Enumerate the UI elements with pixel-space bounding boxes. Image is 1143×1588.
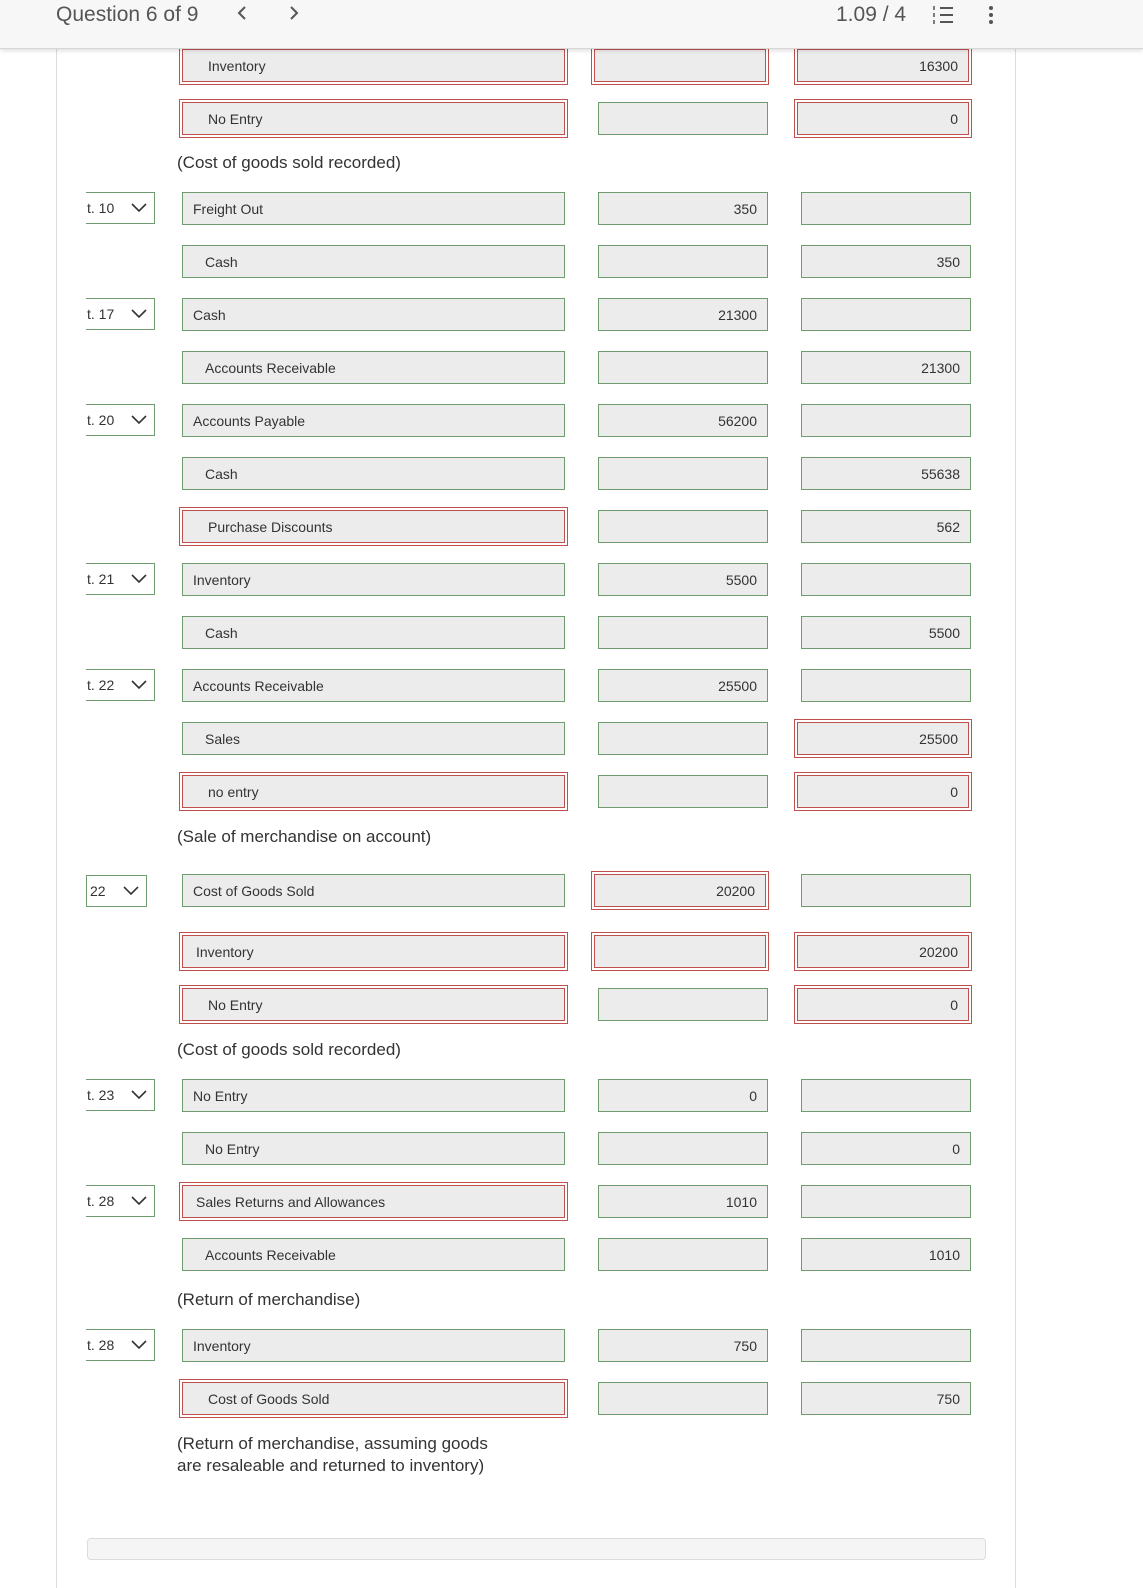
account-field[interactable]: Accounts Receivable [182, 1238, 565, 1271]
date-select[interactable] [86, 669, 155, 701]
debit-field[interactable] [598, 457, 768, 490]
debit-field[interactable] [598, 775, 768, 808]
account-field[interactable]: Inventory [182, 563, 565, 596]
debit-field[interactable]: 350 [598, 192, 768, 225]
credit-field[interactable] [801, 298, 971, 331]
chevron-down-icon [130, 571, 148, 587]
account-field[interactable]: Cash [182, 616, 565, 649]
debit-field[interactable] [598, 722, 768, 755]
debit-field[interactable] [598, 1132, 768, 1165]
account-field[interactable]: Inventory [182, 935, 565, 968]
credit-field[interactable]: 350 [801, 245, 971, 278]
entry-note: (Return of merchandise, assuming goods [177, 1434, 488, 1453]
account-field[interactable]: Cash [182, 298, 565, 331]
credit-field[interactable]: 16300 [797, 49, 969, 82]
chevron-left-icon[interactable] [235, 2, 249, 30]
date-select[interactable] [86, 875, 147, 907]
chevron-down-icon [130, 1337, 148, 1353]
bottom-panel [87, 1538, 986, 1560]
date-value: t. 28 [87, 1193, 115, 1209]
credit-field[interactable]: 55638 [801, 457, 971, 490]
entry-note: (Cost of goods sold recorded) [177, 1040, 401, 1059]
account-field[interactable]: Cash [182, 245, 565, 278]
credit-field[interactable]: 0 [797, 102, 969, 135]
credit-field[interactable] [801, 404, 971, 437]
account-field[interactable]: Inventory [182, 49, 565, 82]
account-field[interactable]: Sales [182, 722, 565, 755]
debit-field[interactable]: 20200 [594, 874, 766, 907]
account-field[interactable]: Purchase Discounts [182, 510, 565, 543]
date-value: t. 28 [87, 1337, 115, 1353]
account-field[interactable]: No Entry [182, 988, 565, 1021]
credit-field[interactable] [801, 669, 971, 702]
account-field[interactable]: Accounts Receivable [182, 351, 565, 384]
credit-field[interactable]: 562 [801, 510, 971, 543]
chevron-down-icon [130, 306, 148, 322]
debit-field[interactable] [598, 245, 768, 278]
account-field[interactable]: Accounts Receivable [182, 669, 565, 702]
date-value: t. 17 [87, 306, 115, 322]
date-value: t. 10 [87, 200, 115, 216]
debit-field[interactable]: 56200 [598, 404, 768, 437]
debit-field[interactable] [598, 510, 768, 543]
date-select[interactable] [86, 1079, 155, 1111]
credit-field[interactable]: 25500 [797, 722, 969, 755]
credit-field[interactable]: 5500 [801, 616, 971, 649]
date-select[interactable] [86, 1185, 155, 1217]
score-display: 1.09 / 4 [836, 3, 907, 26]
top-bar [0, 0, 1143, 49]
account-field[interactable]: Cash [182, 457, 565, 490]
debit-field[interactable]: 5500 [598, 563, 768, 596]
account-field[interactable]: No Entry [182, 102, 565, 135]
question-counter: Question 6 of 9 [56, 3, 199, 26]
chevron-right-icon[interactable] [287, 2, 301, 30]
credit-field[interactable] [801, 563, 971, 596]
account-field[interactable]: Inventory [182, 1329, 565, 1362]
chevron-down-icon [130, 1193, 148, 1209]
debit-field[interactable] [598, 102, 768, 135]
debit-field[interactable]: 21300 [598, 298, 768, 331]
date-value: 22 [90, 883, 106, 899]
credit-field[interactable]: 1010 [801, 1238, 971, 1271]
chevron-down-icon [122, 883, 140, 899]
entry-note: are resaleable and returned to inventory) [177, 1456, 485, 1475]
date-select[interactable] [86, 404, 155, 436]
chevron-down-icon [130, 1087, 148, 1103]
debit-field[interactable]: 25500 [598, 669, 768, 702]
account-field[interactable]: Freight Out [182, 192, 565, 225]
date-value: t. 21 [87, 571, 115, 587]
debit-field[interactable]: 750 [598, 1329, 768, 1362]
credit-field[interactable]: 0 [797, 775, 969, 808]
debit-field[interactable] [598, 351, 768, 384]
account-field[interactable]: Cost of Goods Sold [182, 1382, 565, 1415]
date-select[interactable] [86, 563, 155, 595]
debit-field[interactable] [594, 49, 766, 82]
entry-note: (Cost of goods sold recorded) [177, 153, 401, 172]
question-list-icon[interactable] [932, 4, 954, 26]
date-value: t. 22 [87, 677, 115, 693]
credit-field[interactable] [801, 1329, 971, 1362]
debit-field[interactable] [598, 1238, 768, 1271]
entry-note: (Return of merchandise) [177, 1290, 361, 1309]
date-select[interactable] [86, 298, 155, 330]
debit-field[interactable]: 0 [598, 1079, 768, 1112]
account-field[interactable]: Cost of Goods Sold [182, 874, 565, 907]
entry-note: (Sale of merchandise on account) [177, 827, 432, 846]
chevron-down-icon [130, 200, 148, 216]
more-options-icon[interactable] [982, 4, 1000, 26]
account-field[interactable]: no entry [182, 775, 565, 808]
credit-field[interactable] [801, 192, 971, 225]
date-select[interactable] [86, 192, 155, 224]
debit-field[interactable] [598, 988, 768, 1021]
account-field[interactable]: No Entry [182, 1079, 565, 1112]
credit-field[interactable]: 21300 [801, 351, 971, 384]
account-field[interactable]: No Entry [182, 1132, 565, 1165]
debit-field[interactable]: 1010 [598, 1185, 768, 1218]
credit-field[interactable] [801, 1185, 971, 1218]
chevron-down-icon [130, 677, 148, 693]
date-value: t. 23 [87, 1087, 115, 1103]
date-value: t. 20 [87, 412, 115, 428]
credit-field[interactable] [801, 1079, 971, 1112]
credit-field[interactable]: 0 [797, 988, 969, 1021]
credit-field[interactable]: 0 [801, 1132, 971, 1165]
date-select[interactable] [86, 1329, 155, 1361]
credit-field[interactable]: 20200 [797, 935, 969, 968]
debit-field[interactable] [598, 616, 768, 649]
credit-field[interactable]: 750 [801, 1382, 971, 1415]
chevron-down-icon [130, 412, 148, 428]
account-field[interactable]: Sales Returns and Allowances [182, 1185, 565, 1218]
debit-field[interactable] [598, 1382, 768, 1415]
credit-field[interactable] [801, 874, 971, 907]
debit-field[interactable] [594, 935, 766, 968]
account-field[interactable]: Accounts Payable [182, 404, 565, 437]
